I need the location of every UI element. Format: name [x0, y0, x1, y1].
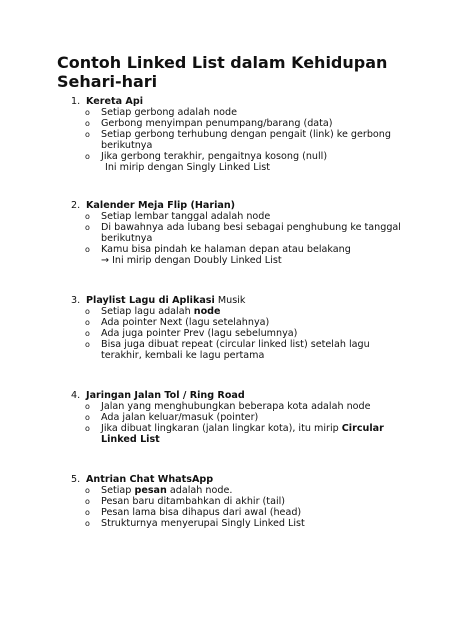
- page-title-line1: Contoh Linked List dalam Kehidupan: [57, 53, 388, 72]
- item-text: Jalan yang menghubungkan beberapa kota adalah node: [101, 401, 371, 412]
- section-title: Playlist Lagu di Aplikasi: [86, 295, 215, 306]
- list-item: [71, 496, 466, 507]
- item-text-bold: Circular: [341, 423, 384, 434]
- bullet-icon: o: [85, 424, 90, 433]
- list-item: [71, 518, 466, 529]
- section-number: 2.: [71, 200, 81, 211]
- list-item: [71, 129, 466, 151]
- item-text-continuation: terakhir, kembali ke lagu pertama: [101, 350, 265, 361]
- list-item: [71, 507, 466, 518]
- list-item: [71, 222, 466, 244]
- bullet-icon: o: [85, 108, 90, 117]
- section-number: 3.: [71, 295, 81, 306]
- sub-list: [71, 306, 466, 361]
- section-kereta-api: [71, 96, 466, 173]
- item-text: Strukturnya menyerupai Singly Linked List: [101, 518, 305, 529]
- bullet-icon: o: [85, 519, 90, 528]
- bullet-icon: o: [85, 329, 90, 338]
- item-text: Ada juga pointer Prev (lagu sebelumnya): [101, 328, 298, 339]
- item-text: Ada pointer Next (lagu setelahnya): [101, 317, 270, 328]
- item-text: Kamu bisa pindah ke halaman depan atau belakang: [101, 244, 351, 255]
- section-playlist-lagu: [71, 295, 466, 361]
- item-text-continuation: berikutnya: [101, 233, 153, 244]
- section-heading: [71, 295, 466, 306]
- item-text: Setiap gerbong terhubung dengan pengait (link) ke gerbong: [101, 129, 391, 140]
- bullet-icon: o: [85, 486, 90, 495]
- bullet-icon: o: [85, 307, 90, 316]
- sub-list: [71, 211, 466, 255]
- bullet-icon: o: [85, 152, 90, 161]
- list-item: [71, 401, 466, 412]
- bullet-icon: o: [85, 318, 90, 327]
- section-antrian-chat: [71, 474, 466, 529]
- list-item: [71, 339, 466, 361]
- section-title: Kereta Api: [86, 96, 143, 107]
- bullet-icon: o: [85, 340, 90, 349]
- bullet-icon: o: [85, 130, 90, 139]
- item-text-continuation: berikutnya: [101, 140, 153, 151]
- list-item: [71, 423, 466, 445]
- item-text: Pesan baru ditambahkan di akhir (tail): [101, 496, 286, 507]
- item-text: Gerbong menyimpan penumpang/barang (data): [101, 118, 333, 129]
- section-heading: [71, 390, 466, 401]
- item-text: Jika gerbong terakhir, pengaitnya kosong (null): [101, 151, 328, 162]
- item-text: Setiap: [101, 485, 132, 496]
- list-item: [71, 485, 466, 496]
- bullet-icon: o: [85, 413, 90, 422]
- section-title-suffix: Musik: [217, 295, 246, 306]
- list-item: [71, 306, 466, 317]
- section-title: Kalender Meja Flip (Harian): [86, 200, 236, 211]
- item-text: Pesan lama bisa dihapus dari awal (head): [101, 507, 302, 518]
- section-kalender-meja: [71, 200, 466, 266]
- list-item: [71, 107, 466, 118]
- bullet-icon: o: [85, 119, 90, 128]
- item-text: adalah node.: [169, 485, 233, 496]
- list-item: [71, 317, 466, 328]
- item-text: Setiap lembar tanggal adalah node: [101, 211, 271, 222]
- item-text: Ada jalan keluar/masuk (pointer): [101, 412, 259, 423]
- list-item: [71, 328, 466, 339]
- list-item: [71, 118, 466, 129]
- list-item: [71, 412, 466, 423]
- section-note: → Ini mirip dengan Doubly Linked List: [101, 255, 282, 266]
- section-number: 5.: [71, 474, 81, 485]
- section-number: 1.: [71, 96, 81, 107]
- page-title-line2: Sehari-hari: [57, 72, 158, 91]
- item-text: Jika dibuat lingkaran (jalan lingkar kota), itu mirip: [101, 423, 339, 434]
- section-title: Jaringan Jalan Tol / Ring Road: [86, 390, 245, 401]
- list-item: [71, 244, 466, 255]
- page-title: [57, 53, 457, 91]
- item-text: Bisa juga dibuat repeat (circular linked list) setelah lagu: [101, 339, 370, 350]
- item-text: Setiap gerbong adalah node: [101, 107, 238, 118]
- sub-list: [71, 107, 466, 162]
- bullet-icon: o: [85, 245, 90, 254]
- section-title: Antrian Chat WhatsApp: [86, 474, 214, 485]
- section-jaringan-jalan-tol: [71, 390, 466, 445]
- section-heading: [71, 96, 466, 107]
- bullet-icon: o: [85, 402, 90, 411]
- bullet-icon: o: [85, 497, 90, 506]
- item-text-bold: node: [193, 306, 221, 317]
- item-text: Setiap lagu adalah: [101, 306, 191, 317]
- bullet-icon: o: [85, 223, 90, 232]
- sub-list: [71, 401, 466, 445]
- list-item: [71, 211, 466, 222]
- bullet-icon: o: [85, 212, 90, 221]
- bullet-icon: o: [85, 508, 90, 517]
- item-text: Di bawahnya ada lubang besi sebagai penghubung ke tanggal: [101, 222, 401, 233]
- section-heading: [71, 474, 466, 485]
- item-text-bold: pesan: [134, 485, 167, 496]
- sub-list: [71, 485, 466, 529]
- section-note: Ini mirip dengan Singly Linked List: [105, 162, 270, 173]
- list-item: [71, 151, 466, 162]
- section-heading: [71, 200, 466, 211]
- item-text-continuation-bold: Linked List: [101, 434, 160, 445]
- section-number: 4.: [71, 390, 81, 401]
